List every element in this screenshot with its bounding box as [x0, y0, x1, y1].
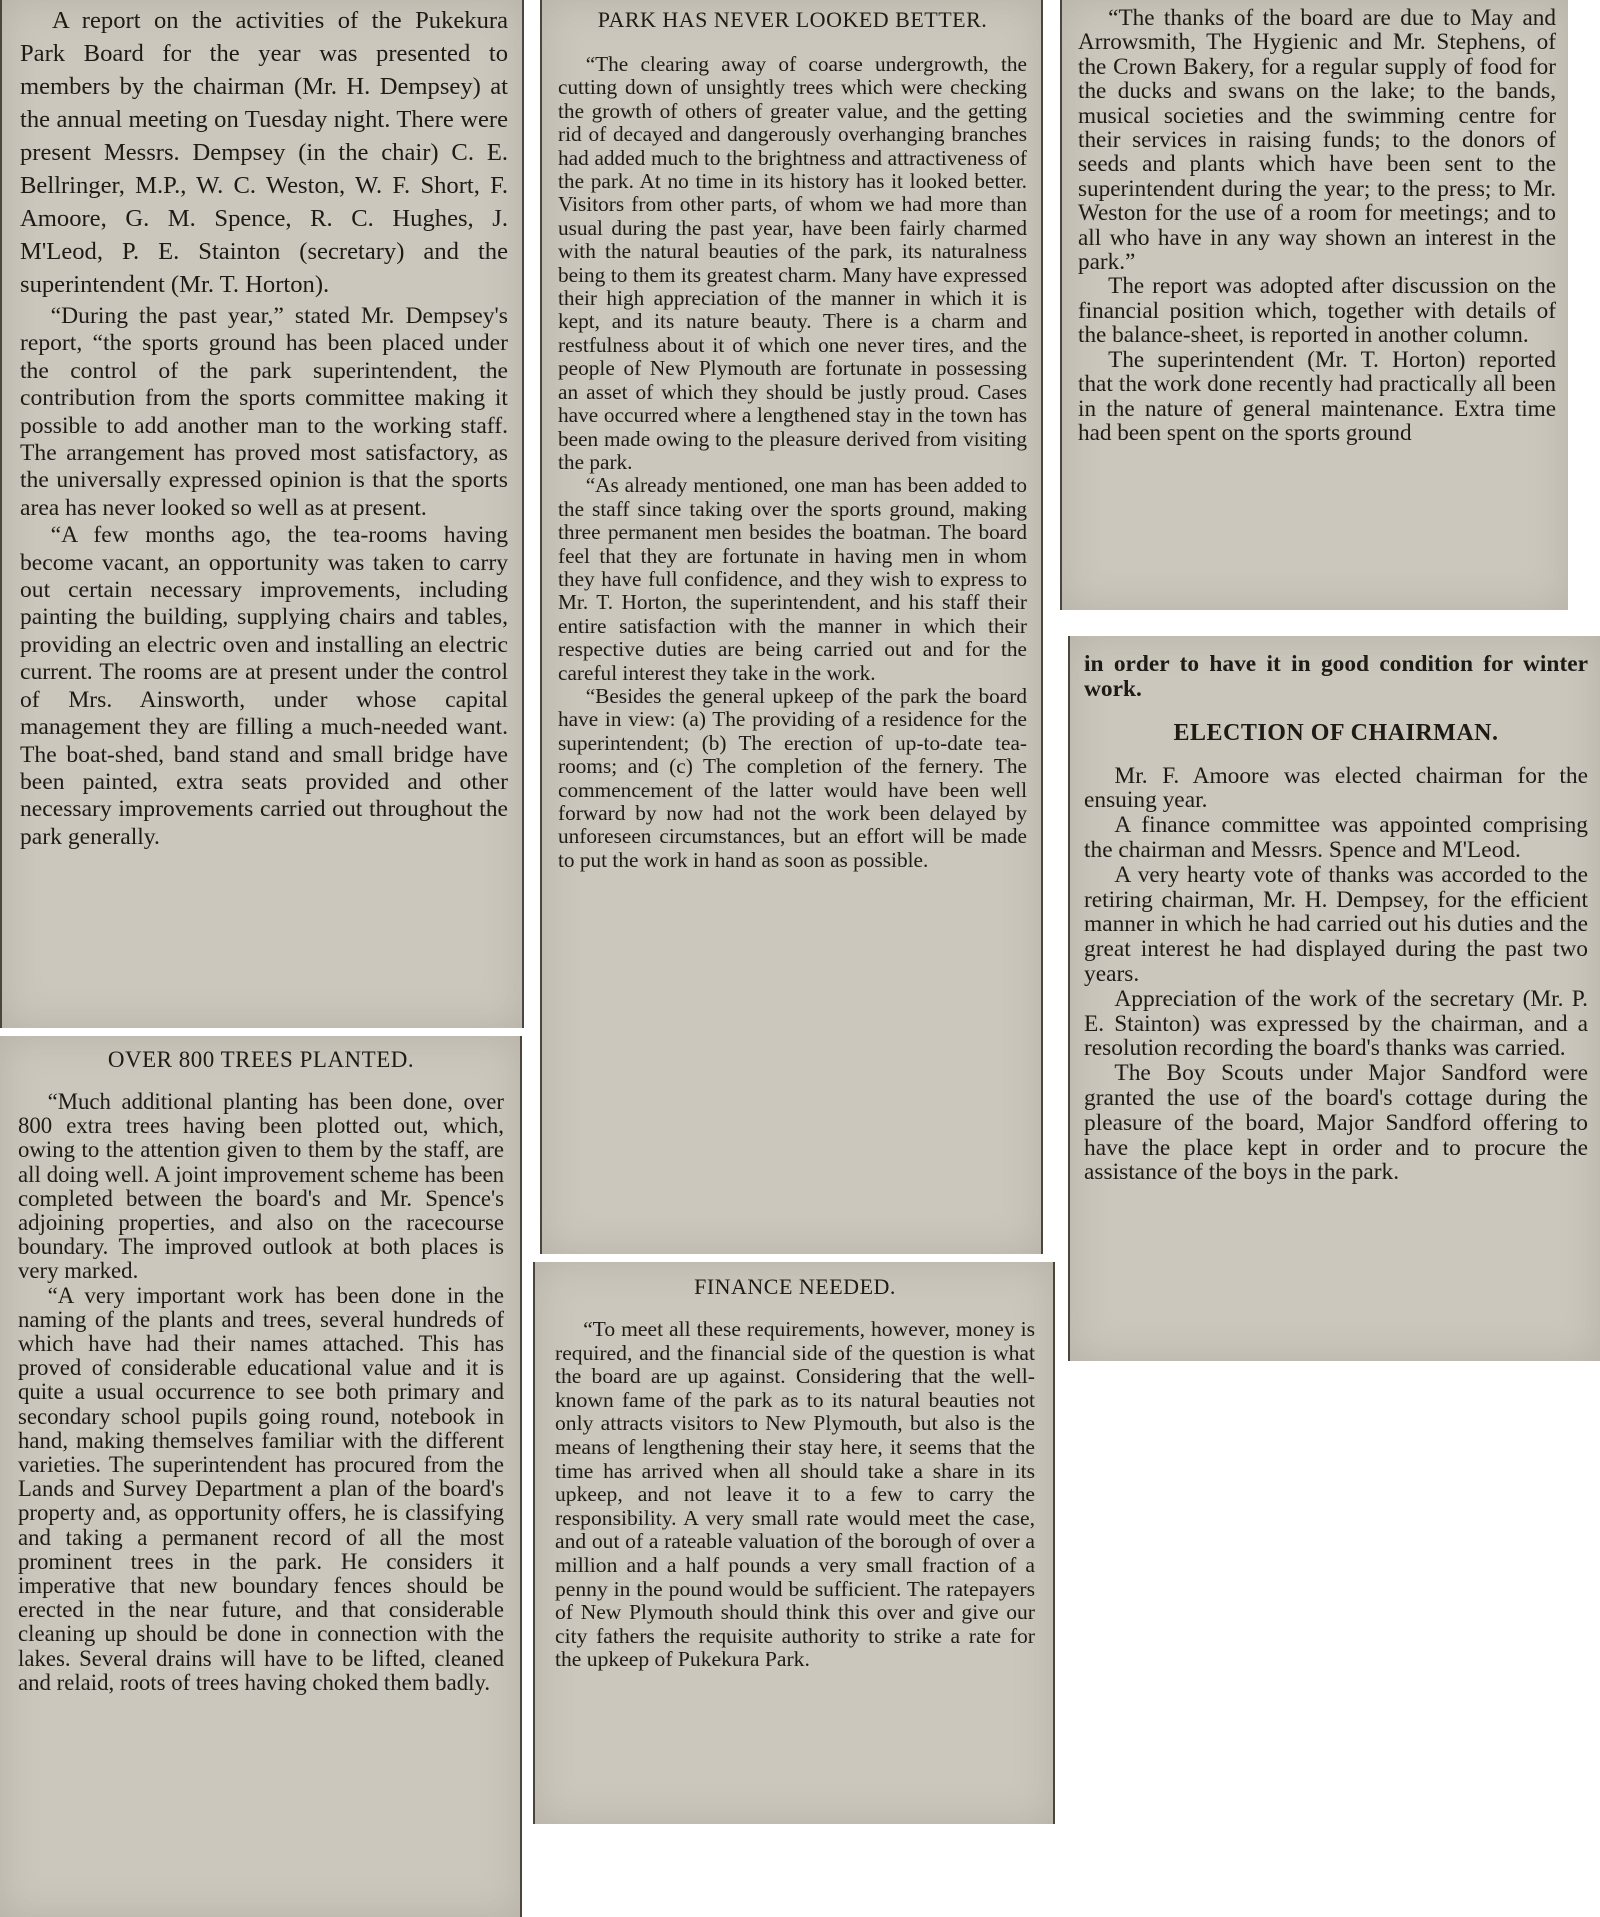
paragraph: “A few months ago, the tea-rooms having become vacant, an opportunity was taken to carry out certain necessary improvements, including painting the building, supplying chairs and tables, providing an electric oven and installing an electric current. The rooms are at present under the control of Mrs. Ainsworth, under whose capital management they are filling a much-needed want. The boat-shed, band stand and small bridge have been painted, extra seats provided and other necessary improvements carried out throughout the park generally. [20, 522, 508, 850]
clipping-election-of-chairman [1068, 636, 1600, 1361]
paragraph: “The clearing away of coarse undergrowth, the cutting down of unsightly trees which were checking the growth of others of greater value, and the getting rid of decayed and dangerously overhanging branches had added much to the brightness and attractiveness of the park. At no time in its history has it looked better. Visitors from other parts, of whom we had more than usual during the past year, have been fairly charmed with the natural beauties of the park, its naturalness being to them its greatest charm. Many have expressed their high appreciation of the manner in which it is kept, and its nature beauty. There is a charm and restfulness about it of which one never tires, and the people of New Plymouth are fortunate in possessing an asset of which they should be justly proud. Cases have occurred where a lengthened stay in the town has been made owing to the pleasure derived from visiting the park. [558, 52, 1027, 474]
section-heading: ELECTION OF CHAIRMAN. [1173, 719, 1499, 746]
clipping-finance-needed [533, 1262, 1055, 1824]
paragraph: “Much additional planting has been done, over 800 extra trees having been plotted out, which, owing to the attention given to them by the staff, are all doing well. A joint improvement scheme has been completed between the board's and Mr. Spence's adjoining properties, and also on the racecourse boundary. The improved outlook at both places is very marked. [18, 1089, 504, 1284]
paragraph: “As already mentioned, one man has been added to the staff since taking over the sports ground, making three permanent men besides the boatman. The board feel that they are fortunate in having men in whom they have full confidence, and they wish to express to Mr. T. Horton, the superintendent, and his staff their entire satisfaction with the manner in which their respective duties are being carried out and for the careful interest they take in the work. [558, 473, 1027, 685]
paragraph: The report was adopted after discussion on the financial position which, together with details of the balance-sheet, is reported in another column. [1078, 273, 1556, 349]
paragraph: The superintendent (Mr. T. Horton) reported that the work done recently had practically all been in the nature of general maintenance. Extra time had been spent on the sports ground [1078, 346, 1556, 446]
paragraph: Mr. F. Amoore was elected chairman for the ensuing year. [1084, 762, 1588, 814]
clipping-thanks-of-board [1060, 0, 1568, 610]
paragraph: A report on the activities of the Pukekura Park Board for the year was presented to members by the chairman (Mr. H. Dempsey) at the annual meeting on Tuesday night. There were present Messrs. Dempsey (in the chair) C. E. Bellringer, M.P., W. C. Weston, W. F. Short, F. Amoore, G. M. Spence, R. C. Hughes, J. M'Leod, P. E. Stainton (secretary) and the superintendent (Mr. T. Horton). [20, 7, 508, 298]
section-heading: FINANCE NEEDED. [694, 1274, 896, 1299]
clipping-report-intro [0, 0, 524, 1028]
paragraph: A very hearty vote of thanks was accorded to the retiring chairman, Mr. H. Dempsey, for the efficient manner in which he had carried out his duties and the great interest he had displayed during the past two years. [1084, 861, 1588, 987]
paragraph: in order to have it in good condition for winter work. [1084, 651, 1588, 702]
paragraph: “During the past year,” stated Mr. Dempsey's report, “the sports ground has been placed under the control of the park superintendent, the contribution from the sports committee making it possible to add another man to the working staff. The arrangement has proved most satisfactory, as the universally expressed opinion is that the sports area has never looked so well as at present. [20, 303, 508, 521]
paragraph: The Boy Scouts under Major Sandford were granted the use of the board's cottage during the pleasure of the board, Major Sandford offering to have the place kept in order and to procure the assistance of the boys in the park. [1084, 1060, 1588, 1186]
paragraph: “The thanks of the board are due to May and Arrowsmith, The Hygienic and Mr. Stephens, of the Crown Bakery, for a regular supply of food for the ducks and swans on the lake; to the bands, musical societies and the swimming centre for their services in raising funds; to the donors of seeds and plants which have been sent to the superintendent during the year; to the press; to Mr. Weston for the use of a room for meetings; and to all who have in any way shown an interest in the park.” [1078, 5, 1556, 276]
paragraph: “Besides the general upkeep of the park the board have in view: (a) The providing of a residence for the superintendent; (b) The erection of up-to-date tea-rooms; and (c) The completion of the fernery. The commencement of the latter would have been well forward by now had not the work been delayed by unforeseen circumstances, but an effort will be made to put the work in hand as soon as possible. [558, 683, 1027, 872]
paragraph: A finance committee was appointed comprising the chairman and Messrs. Spence and M'Leod. [1084, 812, 1588, 863]
paragraph: Appreciation of the work of the secretary (Mr. P. E. Stainton) was expressed by the chairman, and a resolution recording the board's thanks was carried. [1084, 985, 1588, 1062]
clipping-trees-planted [0, 1036, 522, 1917]
section-heading: OVER 800 TREES PLANTED. [107, 1047, 415, 1072]
clipping-park-never-better [540, 0, 1043, 1254]
paragraph: “To meet all these requirements, however, money is required, and the financial side of the question is what the board are up against. Considering that the well-known fame of the park as to its natural beauties not only attracts visitors to New Plymouth, but also is the means of lengthening their stay here, it seems that the time has arrived when all should take a share in its upkeep, and not leave it to a few to carry the responsibility. A very small rate would meet the case, and out of a rateable valuation of the borough of over a million and a half pounds a very small fraction of a penny in the pound would be sufficient. The ratepayers of New Plymouth should think this over and give our city fathers the requisite authority to strike a rate for the upkeep of Pukekura Park. [555, 1317, 1035, 1672]
section-heading: PARK HAS NEVER LOOKED BETTER. [597, 7, 988, 32]
paragraph: “A very important work has been done in the naming of the plants and trees, several hundreds of which have had their names attached. This has proved of considerable educational value and it is quite a usual occurrence to see both primary and secondary school pupils going round, notebook in hand, making themselves familiar with the different varieties. The superintendent has procured from the Lands and Survey Department a plan of the board's property and, as opportunity offers, he is classifying and taking a permanent record of all the most prominent trees in the park. He considers it imperative that new boundary fences should be erected in the near future, and that considerable cleaning up should be done in connection with the lakes. Several drains will have to be lifted, cleaned and relaid, roots of trees having choked them badly. [18, 1282, 504, 1695]
